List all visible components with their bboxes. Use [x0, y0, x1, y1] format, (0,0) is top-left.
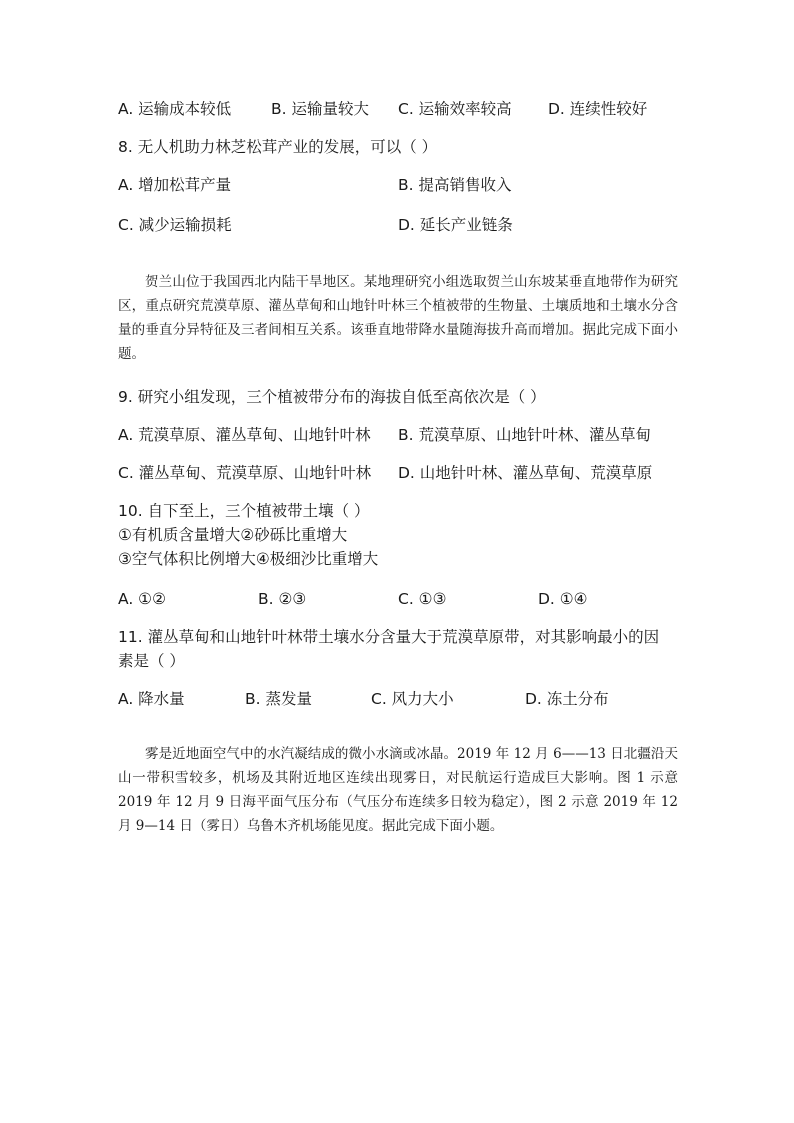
q11-option-d: D. 冻土分布: [525, 690, 609, 708]
q9-option-d: D. 山地针叶林、灌丛草甸、荒漠草原: [398, 464, 653, 482]
q10-option-d: D. ①④: [538, 590, 588, 608]
q10-option-c: C. ①③: [398, 590, 447, 608]
q9-option-c: C. 灌丛草甸、荒漠草原、山地针叶林: [118, 464, 372, 482]
passage-text: 雾是近地面空气中的水汽凝结成的微小水滴或冰晶。2019 年 12 月 6——13 日北疆沿天山一带积雪较多，机场及其附近地区连续出现雾日，对民航运行造成巨大影响。图 1 示意 2019 年 12 月 9 日海平面气压分布（气压分布连续多日较为稳定），图 2 示意 2019 年 12 月 9—14 日（雾日）乌鲁木齐机场能见度。据此完成下面小题。: [118, 746, 678, 834]
q11-option-c: C. 风力大小: [371, 690, 454, 708]
q7-option-c: C. 运输效率较高: [398, 100, 512, 118]
q10-statements-1: ①有机质含量增大②砂砾比重增大: [118, 526, 348, 544]
q11-option-a: A. 降水量: [118, 690, 185, 708]
q8-option-d: D. 延长产业链条: [398, 216, 513, 234]
passage-helan-mountain: [118, 270, 678, 366]
q7-option-b: B. 运输量较大: [271, 100, 369, 118]
q11-option-b: B. 蒸发量: [245, 690, 312, 708]
q10-stem: 10. 自下至上，三个植被带土壤（ ）: [118, 502, 370, 520]
q8-stem: 8. 无人机助力林芝松茸产业的发展，可以（ ）: [118, 138, 438, 156]
q11-stem-line2: 素是（ ）: [118, 652, 185, 670]
q9-option-b: B. 荒漠草原、山地针叶林、灌丛草甸: [398, 426, 651, 444]
q10-statements-2: ③空气体积比例增大④极细沙比重增大: [118, 550, 379, 568]
q8-option-c: C. 减少运输损耗: [118, 216, 232, 234]
q10-option-a: A. ①②: [118, 590, 166, 608]
q11-stem-line1: 11. 灌丛草甸和山地针叶林带土壤水分含量大于荒漠草原带，对其影响最小的因: [118, 628, 660, 646]
q10-option-b: B. ②③: [258, 590, 307, 608]
q9-stem: 9. 研究小组发现，三个植被带分布的海拔自低至高依次是（ ）: [118, 388, 546, 406]
passage-text: 贺兰山位于我国西北内陆干旱地区。某地理研究小组选取贺兰山东坡某垂直地带作为研究区，重点研究荒漠草原、灌丛草甸和山地针叶林三个植被带的生物量、土壤质地和土壤水分含量的垂直分异特征及三者间相互关系。该垂直地带降水量随海拔升高而增加。据此完成下面小题。: [118, 274, 678, 362]
q7-option-a: A. 运输成本较低: [118, 100, 232, 118]
q8-option-a: A. 增加松茸产量: [118, 176, 232, 194]
q8-option-b: B. 提高销售收入: [398, 176, 512, 194]
q7-option-d: D. 连续性较好: [548, 100, 648, 118]
q9-option-a: A. 荒漠草原、灌丛草甸、山地针叶林: [118, 426, 371, 444]
passage-fog: [118, 742, 678, 838]
